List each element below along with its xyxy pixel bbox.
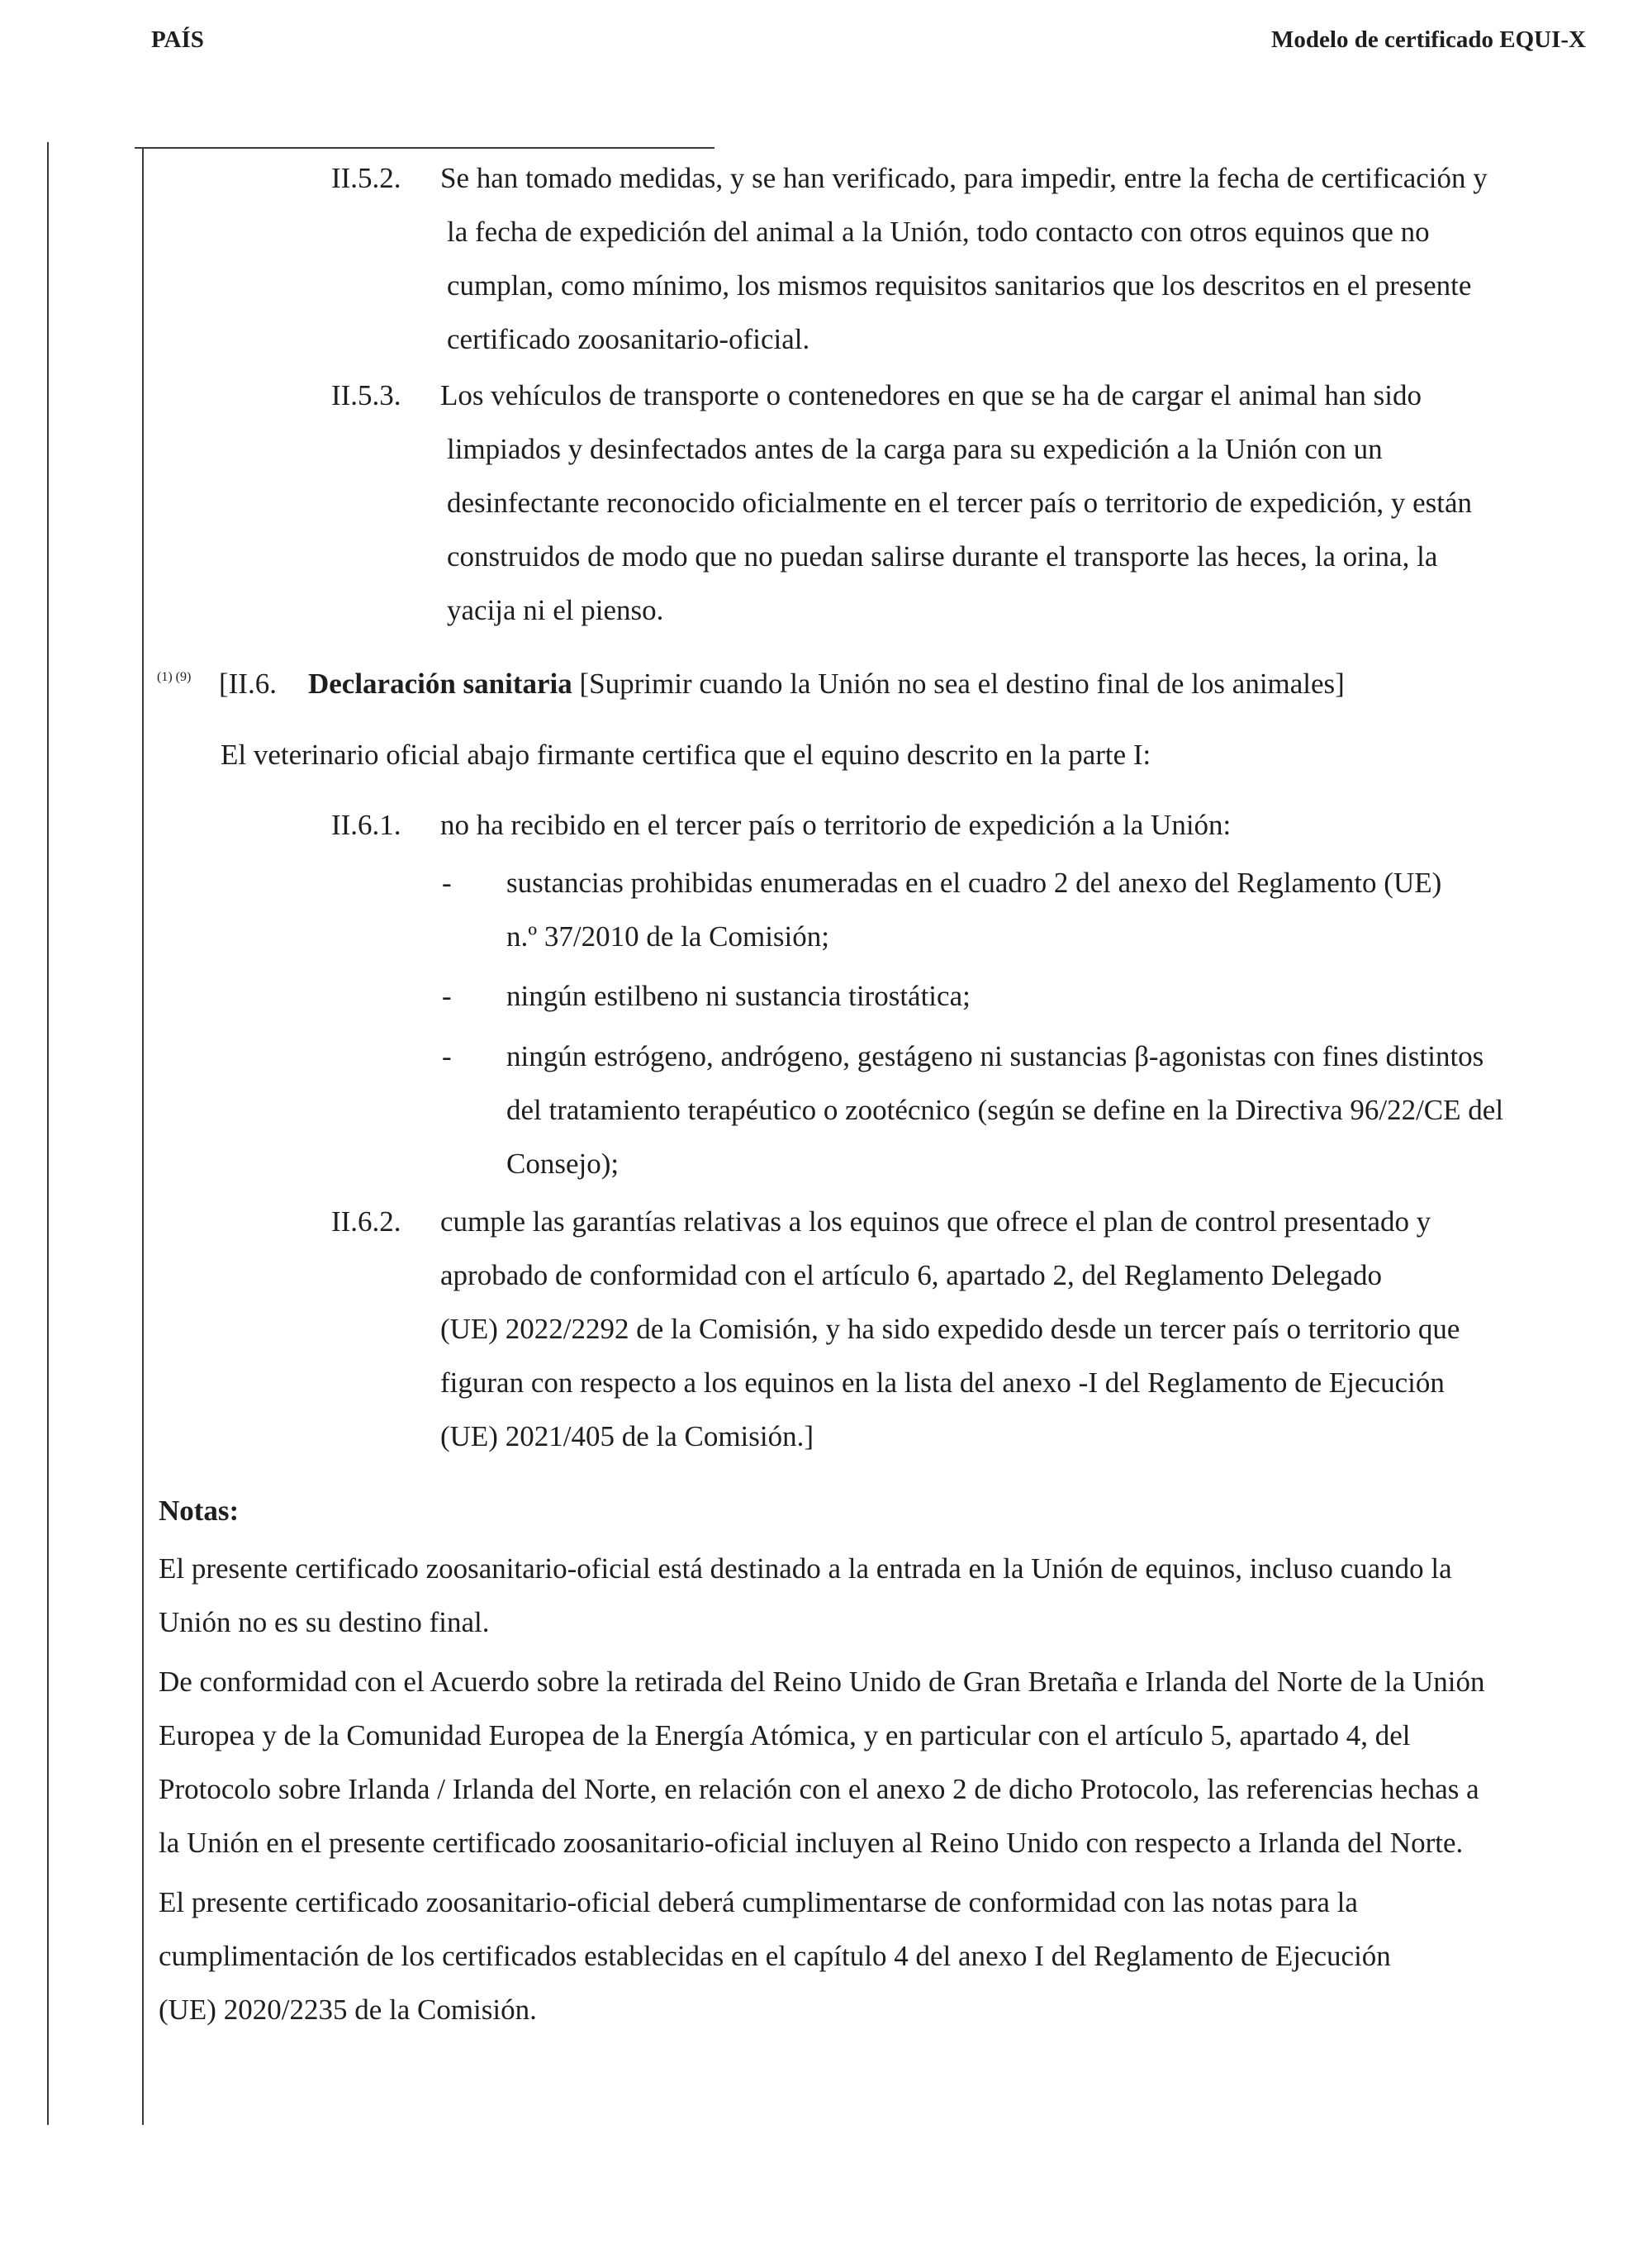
list-item-line: del tratamiento terapéutico o zootécnico (según se define en la Directiva 96/22/CE del (506, 1094, 1504, 1126)
list-item-line: sustancias prohibidas enumeradas en el cuadro 2 del anexo del Reglamento (UE) (506, 867, 1442, 899)
list-dash: - (442, 1040, 452, 1072)
list-item-line: ningún estrógeno, andrógeno, gestágeno ni sustancias β-agonistas con fines distintos (506, 1040, 1484, 1072)
notes-title: Notas: (159, 1495, 240, 1527)
notes-line: El presente certificado zoosanitario-oficial deberá cumplimentarse de conformidad con las notas para la (159, 1886, 1358, 1918)
header-country: PAÍS (151, 26, 204, 53)
section-ii-6-2-line: (UE) 2022/2292 de la Comisión, y ha sido expedido desde un tercer país o territorio que (440, 1313, 1460, 1345)
section-ii-6-heading (219, 657, 1345, 711)
section-ii-6-intro: El veterinario oficial abajo firmante certifica que el equino descrito en la parte I: (221, 739, 1151, 771)
section-ii-5-2-line: certificado zoosanitario-oficial. (447, 323, 810, 355)
notes-line: Europea y de la Comunidad Europea de la Energía Atómica, y en particular con el artículo 5, apartado 4, del (159, 1719, 1411, 1751)
section-ii-6-2-line: figuran con respecto a los equinos en la lista del anexo -I del Reglamento de Ejecución (440, 1366, 1445, 1399)
notes-line: Protocolo sobre Irlanda / Irlanda del Norte, en relación con el anexo 2 de dicho Protocolo, las referencias hechas a (159, 1773, 1479, 1805)
list-dash: - (442, 980, 452, 1012)
section-ii-5-3-line: desinfectante reconocido oficialmente en el tercer país o territorio de expedición, y están (447, 487, 1472, 519)
section-number-ii-6: [II.6. (219, 668, 277, 700)
section-number-ii-5-3: II.5.3. (331, 379, 401, 411)
notes-line: Unión no es su destino final. (159, 1606, 490, 1638)
section-ii-5-3-line: Los vehículos de transporte o contenedores en que se ha de cargar el animal han sido (440, 379, 1422, 411)
notes-line: la Unión en el presente certificado zoosanitario-oficial incluyen al Reino Unido con respecto a Irlanda del Norte. (159, 1827, 1464, 1859)
section-ii-6-2-line: cumple las garantías relativas a los equinos que ofrece el plan de control presentado y (440, 1205, 1431, 1238)
list-item-line: n.º 37/2010 de la Comisión; (506, 920, 829, 953)
section-ii-5-3-line: yacija ni el pienso. (447, 594, 664, 626)
section-ii-6-2-line: (UE) 2021/405 de la Comisión.] (440, 1420, 814, 1452)
list-item-line: Consejo); (506, 1148, 620, 1180)
section-ii-6-title: Declaración sanitaria (307, 668, 572, 700)
section-ii-5-2-line: cumplan, como mínimo, los mismos requisitos sanitarios que los descritos en el presente (447, 269, 1472, 302)
list-item-line: ningún estilbeno ni sustancia tirostática; (506, 980, 971, 1012)
section-ii-5-2-line: la fecha de expedición del animal a la Unión, todo contacto con otros equinos que no (447, 216, 1430, 248)
header-model: Modelo de certificado EQUI-X (1271, 26, 1586, 53)
top-rule (135, 147, 714, 149)
footnote-references: (1) (9) (157, 670, 192, 684)
notes-line: El presente certificado zoosanitario-oficial está destinado a la entrada en la Unión de equinos, incluso cuando la (159, 1552, 1452, 1585)
section-number-ii-6-2: II.6.2. (331, 1205, 401, 1238)
notes-line: (UE) 2020/2235 de la Comisión. (159, 1994, 537, 2026)
section-ii-6-note: [Suprimir cuando la Unión no sea el destino final de los animales] (579, 668, 1345, 700)
section-ii-6-2-line: aprobado de conformidad con el artículo 6, apartado 2, del Reglamento Delegado (440, 1259, 1382, 1291)
left-margin-line (47, 142, 49, 2125)
section-ii-5-3-line: limpiados y desinfectados antes de la carga para su expedición a la Unión con un (447, 433, 1383, 465)
section-ii-5-2-line: Se han tomado medidas, y se han verificado, para impedir, entre la fecha de certificación y (440, 162, 1488, 194)
notes-line: cumplimentación de los certificados establecidas en el capítulo 4 del anexo I del Reglamento de Ejecución (159, 1940, 1391, 1972)
notes-line: De conformidad con el Acuerdo sobre la retirada del Reino Unido de Gran Bretaña e Irlanda del Norte de la Unión (159, 1666, 1485, 1698)
section-ii-5-3-line: construidos de modo que no puedan salirse durante el transporte las heces, la orina, la (447, 540, 1438, 573)
section-ii-6-1-text: no ha recibido en el tercer país o territorio de expedición a la Unión: (440, 809, 1232, 841)
inner-margin-line (142, 147, 144, 2125)
section-number-ii-6-1: II.6.1. (331, 809, 401, 841)
list-dash: - (442, 867, 452, 899)
section-number-ii-5-2: II.5.2. (331, 162, 401, 194)
